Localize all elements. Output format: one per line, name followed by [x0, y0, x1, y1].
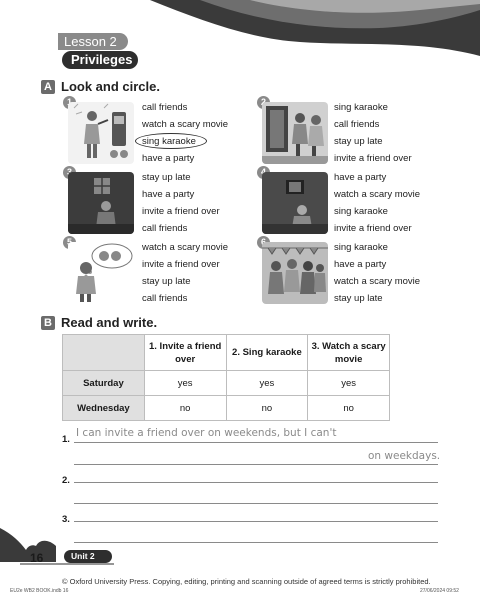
item-number: 3	[63, 166, 76, 179]
option[interactable]: have a party	[142, 189, 195, 200]
lesson-label: Lesson 2	[58, 33, 128, 50]
answer-circle	[135, 133, 207, 149]
door-picture	[262, 102, 328, 164]
example-answer-line2: on weekdays.	[368, 450, 441, 462]
column-header: 1. Invite a friend over	[144, 335, 226, 371]
table-corner	[63, 335, 145, 371]
writing-number: 3.	[62, 514, 70, 525]
print-timestamp: 27/06/2024 09:52	[420, 588, 459, 594]
party-picture	[262, 242, 328, 304]
row-header: Saturday	[63, 371, 145, 396]
option[interactable]: stay up late	[334, 293, 383, 304]
option[interactable]: call friends	[334, 119, 380, 130]
file-info: EU2e WB2 BOOK.indb 16	[10, 588, 69, 594]
column-header: 2. Sing karaoke	[226, 335, 308, 371]
writing-line[interactable]	[74, 464, 438, 465]
option[interactable]: stay up late	[142, 276, 191, 287]
item-number: 4	[257, 166, 270, 179]
table-cell: no	[144, 396, 226, 421]
writing-number: 1.	[62, 434, 70, 445]
table-cell: no	[226, 396, 308, 421]
tv-picture	[262, 172, 328, 234]
option[interactable]: sing karaoke	[334, 102, 388, 113]
option[interactable]: have a party	[334, 259, 387, 270]
option[interactable]: stay up late	[142, 172, 191, 183]
row-header: Wednesday	[63, 396, 145, 421]
lesson-title: Privileges	[62, 51, 138, 69]
table-cell: yes	[226, 371, 308, 396]
option[interactable]: have a party	[334, 172, 387, 183]
section-a-title: Look and circle.	[61, 79, 160, 94]
late-night-picture	[68, 172, 134, 234]
table-row	[63, 371, 390, 396]
item-number: 6	[257, 236, 270, 249]
option[interactable]: stay up late	[334, 136, 383, 147]
section-a-badge: A	[41, 80, 55, 94]
table-cell: yes	[144, 371, 226, 396]
column-header: 3. Watch a scary movie	[308, 335, 390, 371]
option[interactable]: watch a scary movie	[334, 276, 421, 287]
option[interactable]: call friends	[142, 293, 188, 304]
section-b-title: Read and write.	[61, 315, 158, 330]
option[interactable]: invite a friend over	[334, 153, 412, 164]
copyright-notice: © Oxford University Press. Copying, editing, printing and scanning outside of agreed terms is strictly prohibited.	[62, 577, 431, 586]
option[interactable]: call friends	[142, 102, 188, 113]
writing-number: 2.	[62, 475, 70, 486]
privileges-table	[62, 334, 390, 421]
option[interactable]: call friends	[142, 223, 188, 234]
option[interactable]: watch a scary movie	[142, 119, 229, 130]
table-cell: no	[308, 396, 390, 421]
item-number: 2	[257, 96, 270, 109]
phone-call-picture	[68, 242, 134, 304]
writing-line[interactable]	[74, 482, 438, 483]
option[interactable]: invite a friend over	[334, 223, 412, 234]
option[interactable]: sing karaoke	[334, 242, 388, 253]
page-number: 16	[30, 551, 44, 565]
table-row	[63, 396, 390, 421]
option[interactable]: invite a friend over	[142, 206, 220, 217]
section-b-badge: B	[41, 316, 55, 330]
option[interactable]: sing karaoke	[334, 206, 388, 217]
option[interactable]: have a party	[142, 153, 195, 164]
option[interactable]: watch a scary movie	[142, 242, 229, 253]
karaoke-picture	[68, 102, 134, 164]
unit-label: Unit 2	[64, 550, 112, 563]
option[interactable]: invite a friend over	[142, 259, 220, 270]
option[interactable]: watch a scary movie	[334, 189, 421, 200]
writing-line[interactable]	[74, 442, 438, 443]
item-number: 1	[63, 96, 76, 109]
table-cell: yes	[308, 371, 390, 396]
writing-line[interactable]	[74, 503, 438, 504]
item-number: 5	[63, 236, 76, 249]
option-circled[interactable]: sing karaoke	[142, 136, 196, 147]
example-answer-line1: I can invite a friend over on weekends, but I can't	[76, 427, 337, 439]
